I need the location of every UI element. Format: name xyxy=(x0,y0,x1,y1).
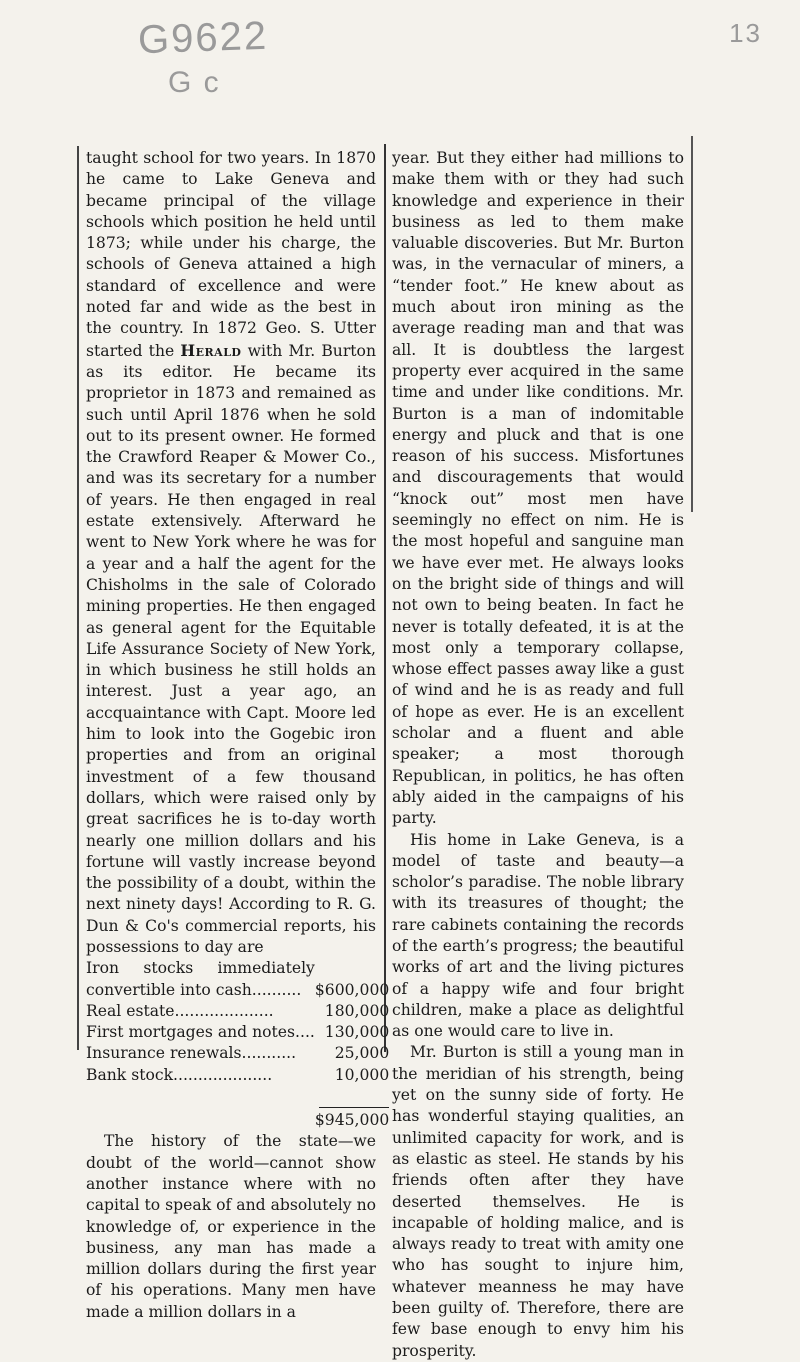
possessions-total-row xyxy=(86,1086,389,1131)
possession-item: First mortgages and notes.... xyxy=(86,1023,315,1042)
possession-amount: $600,000 xyxy=(314,980,390,999)
possession-item: Real estate.................... xyxy=(86,1001,274,1020)
left-column-rule xyxy=(77,146,79,1050)
column-divider-rule xyxy=(384,144,386,1052)
left-column xyxy=(86,148,390,1323)
archive-catalog-subcode: G c xyxy=(168,66,221,99)
right-column-rule xyxy=(691,136,693,512)
possession-item: Iron stocks immediately convertible into cash.......... xyxy=(86,959,315,999)
left-paragraph-biography xyxy=(86,148,376,958)
left-paragraph-text: taught school for two years. In 1870 he came to Lake Geneva and became principal of the village schools which position he held until 1873; while under his charge, the schools of Geneva attained a high standard of excellence and were noted far and wide as the best in the country. In 1872 Geo. S. Utter started the xyxy=(86,149,376,360)
possession-amount: 180,000 xyxy=(324,1001,390,1020)
possessions-row xyxy=(86,1065,389,1086)
possessions-row xyxy=(86,1001,389,1022)
herald-newspaper-name: Herald xyxy=(180,340,242,360)
possession-amount: 130,000 xyxy=(324,1023,390,1042)
right-column xyxy=(392,148,684,1362)
possession-item: Bank stock.................... xyxy=(86,1065,273,1084)
possessions-total: $945,000 xyxy=(314,1111,390,1130)
possession-item: Insurance renewals........... xyxy=(86,1044,297,1063)
possession-amount: 25,000 xyxy=(334,1044,390,1063)
possessions-row xyxy=(86,1022,389,1043)
page-number-mark: 13 xyxy=(729,18,762,48)
possessions-row xyxy=(86,1043,389,1064)
left-paragraph-text-continued: with Mr. Burton as its editor. He became its proprietor in 1873 and remained as such until April 1876 when he sold out to its present owner. He formed the Crawford Reaper & Mower Co., and was its secretary for a number of years. He then engaged in real estate extensively. Afterward he went to New York where he was for a year and a half the agent for the Chisholms in the sale of Colorado mining properties. He then engaged as general agent for the Equitable Life Assurance Society of New York, in which business he still holds an interest. Just a year ago, an accquaintance with Capt. Moore led him to look into the Gogebic iron properties and from an original investment of a few thousand dollars, which were raised only by great sacrifices he is to-day worth nearly one million dollars and his fortune will vastly increase beyond the possibility of a doubt, within the next ninety days! According to R. G. Dun & Co's commercial reports, his possessions to day are xyxy=(86,341,376,956)
possessions-row xyxy=(86,958,389,1001)
total-rule xyxy=(319,1107,389,1108)
right-paragraph-home: His home in Lake Geneva, is a model of taste and beauty—a scholor’s paradise. The noble library with its treasures of thought; the rare cabinets containing the records of the earth’s progress; the beautiful works of art and the living pictures of a happy wife and four bright children, make a place as delightful as one would care to live in. xyxy=(392,830,684,1041)
possession-amount: 10,000 xyxy=(334,1065,390,1084)
archive-catalog-number: G9622 xyxy=(137,13,269,63)
left-paragraph-history: The history of the state—we doubt of the world—cannot show another instance where with no capital to speak of and absolutely no knowledge of, or experience in the business, any man has made a million dollars during the first year of his operations. Many men have made a million dollars in a xyxy=(86,1132,376,1321)
possessions-table xyxy=(86,958,389,1131)
right-paragraph-qualities: Mr. Burton is still a young man in the meridian of his strength, being yet on the sunny side of forty. He has wonderful staying qualities, an unlimited capacity for work, and is as elastic as steel. He stands by his friends often after they have deserted themselves. He is incapable of holding malice, and is always ready to treat with amity one who has sought to injure him, whatever meanness he may have been guilty of. Therefore, there are few base enough to envy him his prosperity. xyxy=(392,1043,684,1360)
right-paragraph-character: year. But they either had millions to make them with or they had such knowledge and experience in their business as led to them make valuable discoveries. But Mr. Burton was, in the vernacular of miners, a “tender foot.” He knew about as much about iron mining as the average reading man and that was all. It is doubtless the largest property ever acquired in the same time and under like conditions. Mr. Burton is a man of indomitable energy and pluck and that is one reason of his success. Misfortunes and discouragements that would “knock out” most men have seemingly no effect on nim. He is the most hopeful and sanguine man we have ever met. He always looks on the bright side of things and will not own to being beaten. In fact he never is totally defeated, it is at the most only a temporary collapse, whose effect passes away like a gust of wind and he is as ready and full of hope as ever. He is an excellent scholar and a fluent and able speaker; a most thorough Republican, in politics, he has often ably aided in the campaigns of his party. xyxy=(392,149,684,828)
